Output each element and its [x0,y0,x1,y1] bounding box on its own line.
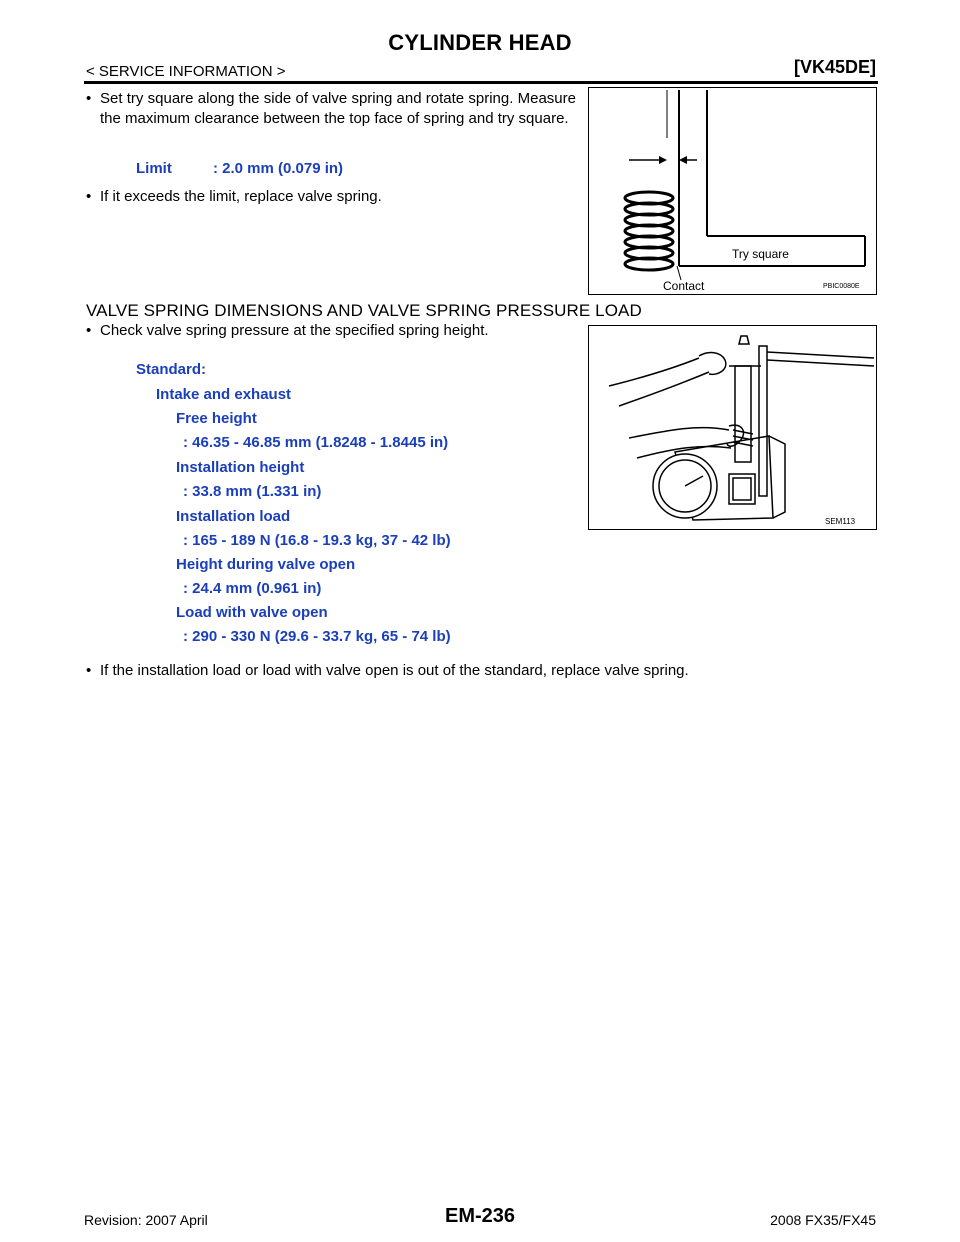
spec-value: : 33.8 mm (1.331 in) [183,483,322,500]
spec-value: : 165 - 189 N (16.8 - 19.3 kg, 37 - 42 lb) [183,532,451,549]
bullet-text: Set try square along the side of valve spring and rotate spring. Measure the maximum clearance between the top face of spring and try square. [100,90,576,127]
spring-tester-figure [588,325,877,530]
bullet-text: If the installation load or load with valve open is out of the standard, replace valve spring. [100,662,689,679]
header-rule [84,81,878,84]
bullet-dot: • [86,662,92,679]
try-square-illustration [589,88,876,294]
section-heading: VALVE SPRING DIMENSIONS AND VALVE SPRING PRESSURE LOAD [86,301,642,320]
bullet-check-pressure [86,321,576,341]
group-label: Intake and exhaust [156,386,292,403]
spring-tester-illustration [589,326,876,529]
bullet-dot: • [86,90,92,107]
bullet-replace-spring [86,661,886,681]
spec-label: Free height [176,410,257,427]
revision-text: Revision: 2007 April [84,1212,208,1228]
try-square-label: Try square [732,247,789,261]
standard-label: Standard: [136,361,207,378]
figure-code: SEM113 [825,517,856,526]
bullet-exceeds-limit [86,187,576,207]
spec-label: Load with valve open [176,604,328,621]
spec-value: : 290 - 330 N (29.6 - 33.7 kg, 65 - 74 lb) [183,628,451,645]
bullet-text: Check valve spring pressure at the specified spring height. [100,322,489,339]
limit-label: Limit [136,160,172,177]
bullet-set-try-square [86,89,576,129]
spec-value: : 46.35 - 46.85 mm (1.8248 - 1.8445 in) [183,434,449,451]
bullet-dot: • [86,322,92,339]
bullet-dot: • [86,188,92,205]
bullet-text: If it exceeds the limit, replace valve spring. [100,188,382,205]
breadcrumb: < SERVICE INFORMATION > [86,63,286,80]
page-title: CYLINDER HEAD [388,30,572,55]
try-square-figure [588,87,877,295]
spec-label: Installation load [176,508,291,525]
figure-code: PBIC0080E [823,283,860,290]
model-text: 2008 FX35/FX45 [770,1212,876,1228]
contact-label: Contact [663,279,705,293]
spec-label: Installation height [176,459,305,476]
spec-label: Height during valve open [176,556,356,573]
page-number: EM-236 [444,1205,516,1227]
limit-value: : 2.0 mm (0.079 in) [213,160,344,177]
spec-value: : 24.4 mm (0.961 in) [183,580,322,597]
engine-code: [VK45DE] [793,57,876,77]
